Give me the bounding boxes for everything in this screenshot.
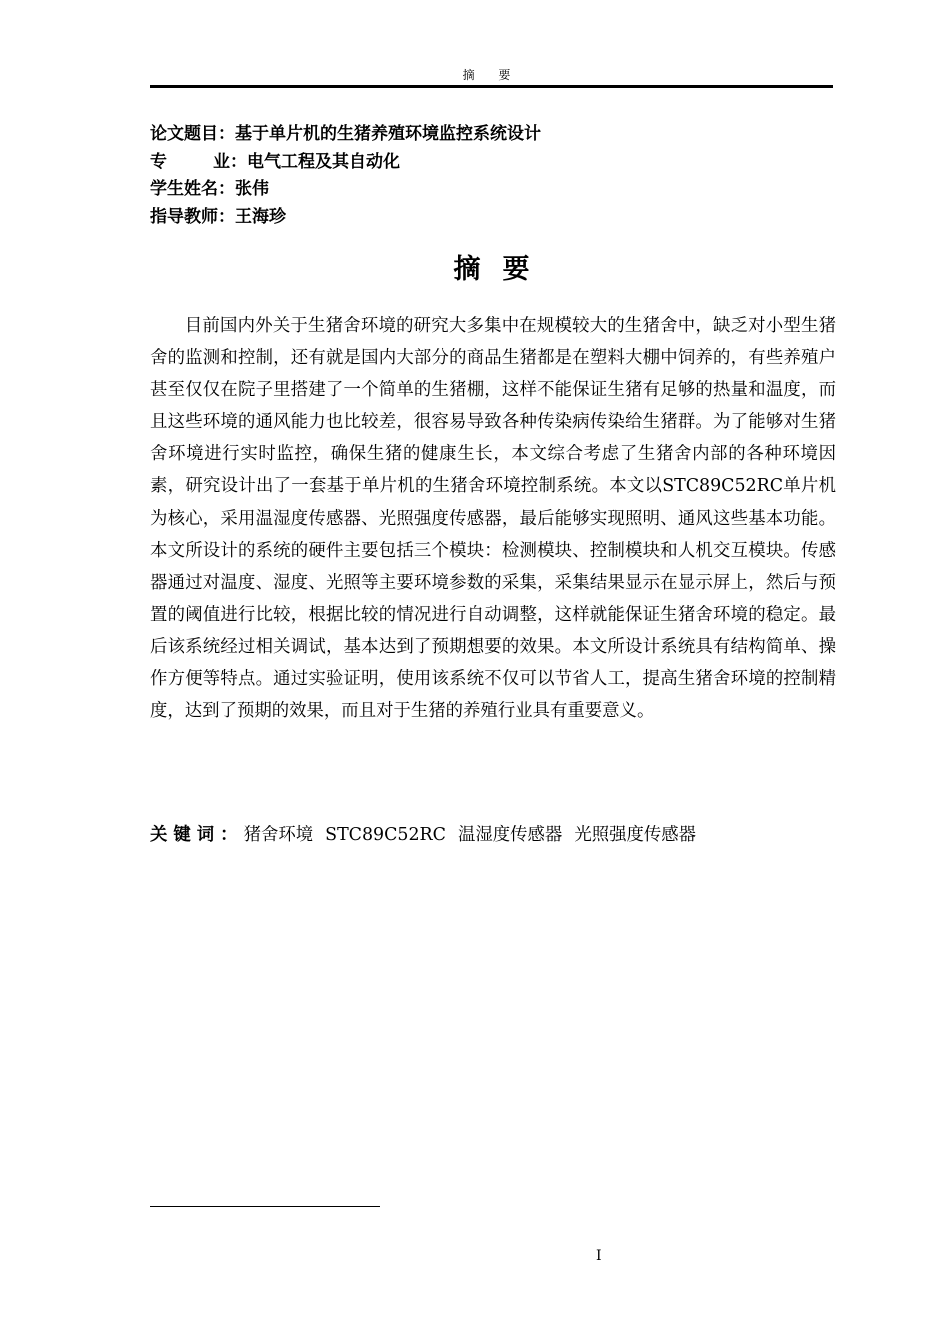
keywords-line — [150, 820, 836, 850]
keyword-item: STC89C52RC — [325, 825, 446, 845]
major-label: 专业 — [150, 151, 230, 172]
footnote-rule — [150, 1206, 380, 1207]
abstract-body: 目前国内外关于生猪舍环境的研究大多集中在规模较大的生猪舍中，缺乏对小型生猪舍的监测和控制，还有就是国内大部分的商品生猪都是在塑料大棚中饲养的，有些养殖户甚至仅仅在院子里搭建了一个简单的生猪棚，这样不能保证生猪有足够的热量和温度，而且这些环境的通风能力也比较差，很容易导致各种传染病传染给生猪群。为了能够对生猪舍环境进行实时监控，确保生猪的健康生长，本文综合考虑了生猪舍内部的各种环境因素，研究设计出了一套基于单片机的生猪舍环境控制系统。本文以STC89C52RC单片机为核心，采用温湿度传感器、光照强度传感器，最后能够实现照明、通风这些基本功能。本文所设计的系统的硬件主要包括三个模块：检测模块、控制模块和人机交互模块。传感器通过对温度、湿度、光照等主要环境参数的采集，采集结果显示在显示屏上，然后与预置的阈值进行比较，根据比较的情况进行自动调整，这样就能保证生猪舍环境的稳定。最后该系统经过相关调试，基本达到了预期想要的效果。本文所设计系统具有结构简单、操作方便等特点。通过实验证明，使用该系统不仅可以节省人工，提高生猪舍环境的控制精度，达到了预期的效果，而且对于生猪的养殖行业具有重要意义。 — [150, 316, 836, 722]
thesis-title-row — [150, 121, 833, 149]
student-row — [150, 176, 833, 204]
advisor-label: 指导教师： — [150, 206, 235, 227]
keyword-item: 光照强度传感器 — [574, 825, 697, 845]
advisor-row — [150, 204, 833, 232]
student-label: 学生姓名： — [150, 179, 235, 199]
thesis-meta-block — [150, 121, 833, 231]
header-rule — [150, 85, 833, 88]
student-value: 张伟 — [235, 179, 269, 199]
advisor-value: 王海珍 — [235, 206, 286, 227]
keyword-item: 猪舍环境 — [243, 825, 314, 845]
major-row — [150, 149, 833, 177]
page-number: I — [596, 1248, 602, 1264]
major-value: 电气工程及其自动化 — [247, 151, 400, 172]
keywords-label: 关键词： — [150, 825, 244, 845]
keyword-item: 温湿度传感器 — [457, 825, 563, 845]
major-colon: ： — [230, 151, 247, 172]
thesis-title-label: 论文题目： — [150, 124, 235, 144]
running-header: 摘 要 — [462, 68, 521, 82]
thesis-title-value: 基于单片机的生猪养殖环境监控系统设计 — [235, 124, 541, 144]
abstract-heading: 摘要 — [453, 254, 552, 285]
